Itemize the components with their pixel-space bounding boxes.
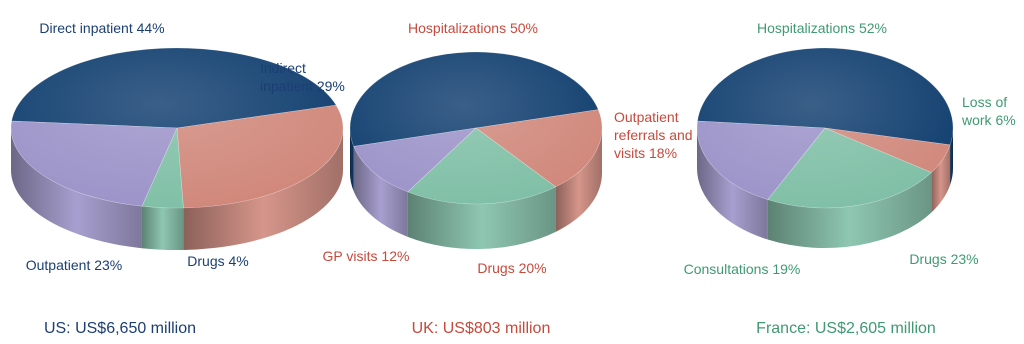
pie-slice-label: Drugs 23% xyxy=(909,251,979,267)
pie-top-highlight xyxy=(697,48,953,208)
chart-title: UK: US$803 million xyxy=(411,320,551,337)
pie-slice-label: Loss of work 6% xyxy=(962,94,1016,128)
pie-chart-3 xyxy=(684,20,1016,337)
pie-slice-label: Hospitalizations 52% xyxy=(757,20,887,36)
pie-chart-1 xyxy=(11,20,345,337)
pie-slice-label: Direct inpatient 44% xyxy=(39,20,165,36)
pie-slice-label: Outpatient referrals and visits 18% xyxy=(614,109,693,161)
pie-slice-label: Indirect inpatient 29% xyxy=(260,60,345,94)
pie-slice-label: GP visits 12% xyxy=(322,248,410,264)
pie-slice-label: Consultations 19% xyxy=(683,261,801,277)
pie-slice-label: Drugs 20% xyxy=(477,260,547,276)
chart-title: France: US$2,605 million xyxy=(756,320,936,337)
chart-title: US: US$6,650 million xyxy=(43,320,197,337)
pie-slice-label: Drugs 4% xyxy=(187,253,249,269)
pie-side-shading xyxy=(142,206,183,250)
pie-slice-label: Hospitalizations 50% xyxy=(408,20,538,36)
pie-top-highlight xyxy=(350,52,602,204)
pie-slice-label: Outpatient 23% xyxy=(25,257,123,273)
pie-chart-2 xyxy=(323,20,693,337)
